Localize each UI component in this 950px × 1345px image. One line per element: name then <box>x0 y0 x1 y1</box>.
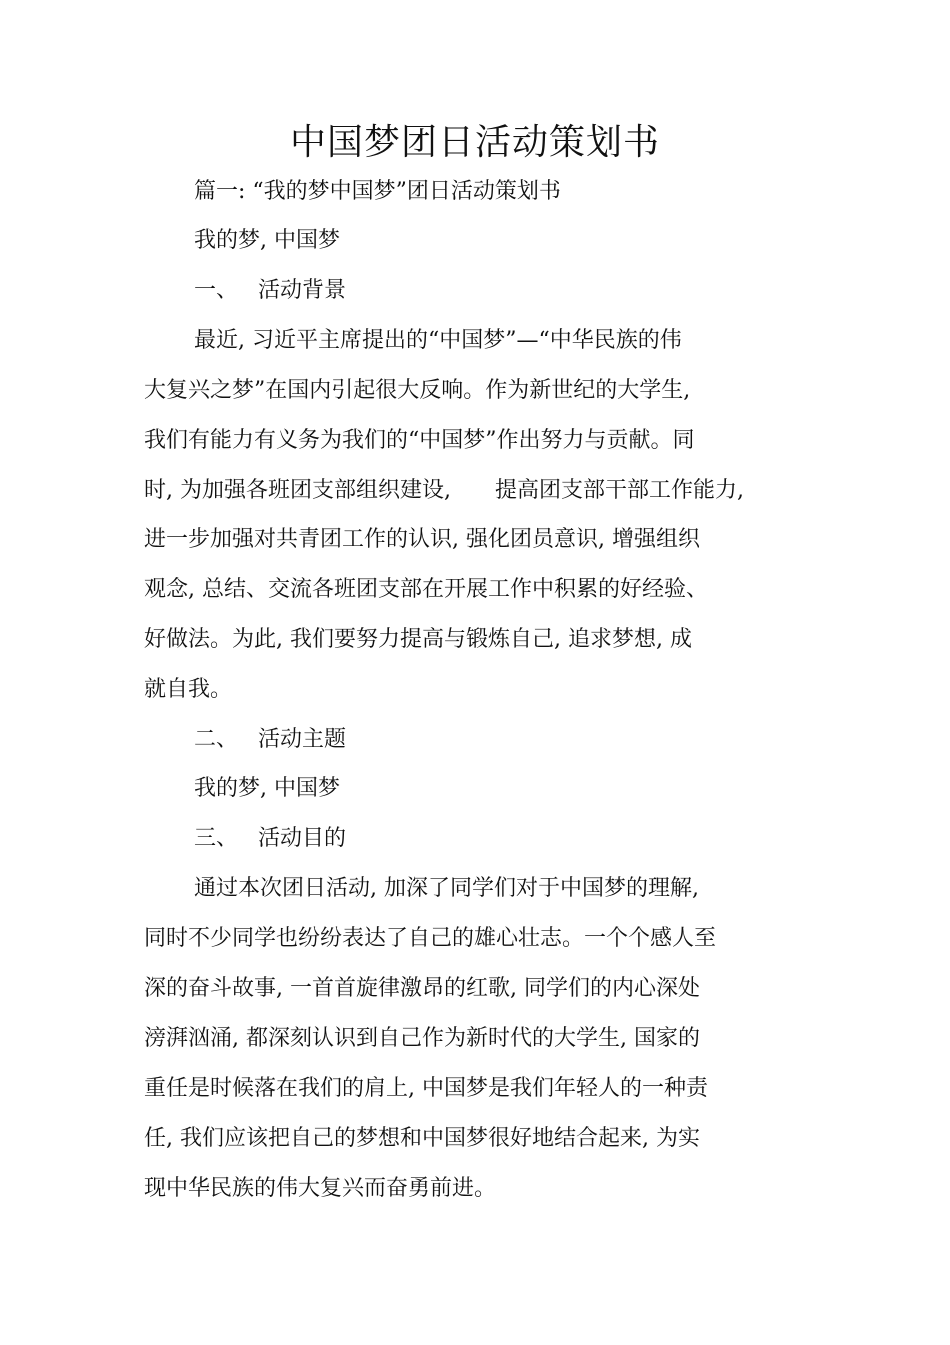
section-title: 活动主题 <box>258 727 347 752</box>
paragraph-line: 大复兴之梦”在国内引起很大反响。作为新世纪的大学生, <box>144 378 691 403</box>
section-heading-theme <box>194 725 346 755</box>
document-title: 中国梦团日活动策划书 <box>289 122 660 163</box>
paragraph-line: 同时不少同学也纷纷表达了自己的雄心壮志。一个个感人至 <box>144 926 717 951</box>
section-heading-purpose <box>194 824 346 854</box>
paragraph-line: 滂湃汹涌, 都深刻认识到自己作为新时代的大学生, 国家的 <box>144 1026 700 1051</box>
section-number: 一、 <box>194 278 239 303</box>
paragraph-line: 现中华民族的伟大复兴而奋勇前进。 <box>144 1176 497 1201</box>
paragraph-line: 时, 为加强各班团支部组织建设, 提高团支部干部工作能力, <box>144 478 744 503</box>
paragraph-line: 通过本次团日活动, 加深了同学们对于中国梦的理解, <box>194 876 699 901</box>
section-heading-background <box>194 276 346 306</box>
theme-line: 我的梦, 中国梦 <box>194 776 340 801</box>
paragraph-line: 观念, 总结、交流各班团支部在开展工作中积累的好经验、 <box>144 577 708 602</box>
section-title: 活动背景 <box>258 278 347 303</box>
paragraph-line: 好做法。为此, 我们要努力提高与锻炼自己, 追求梦想, 成 <box>144 627 692 652</box>
section-number: 三、 <box>194 826 239 851</box>
theme-line: 我的梦, 中国梦 <box>194 228 340 253</box>
paragraph-line: 任, 我们应该把自己的梦想和中国梦很好地结合起来, 为实 <box>144 1126 700 1151</box>
paragraph-line: 就自我。 <box>144 677 233 702</box>
section-number: 二、 <box>194 727 239 752</box>
paragraph-line: 最近, 习近平主席提出的“中国梦”—“中华民族的伟 <box>194 328 682 353</box>
paragraph-line: 深的奋斗故事, 一首首旋律激昂的红歌, 同学们的内心深处 <box>144 976 700 1001</box>
paragraph-line: 进一步加强对共青团工作的认识, 强化团员意识, 增强组织 <box>144 527 700 552</box>
paragraph-line: 重任是时候落在我们的肩上, 中国梦是我们年轻人的一种责 <box>144 1076 708 1101</box>
section-title: 活动目的 <box>258 826 347 851</box>
subtitle: 篇一: “我的梦中国梦”团日活动策划书 <box>194 179 561 204</box>
paragraph-line: 我们有能力有义务为我们的“中国梦”作出努力与贡献。同 <box>144 428 695 453</box>
